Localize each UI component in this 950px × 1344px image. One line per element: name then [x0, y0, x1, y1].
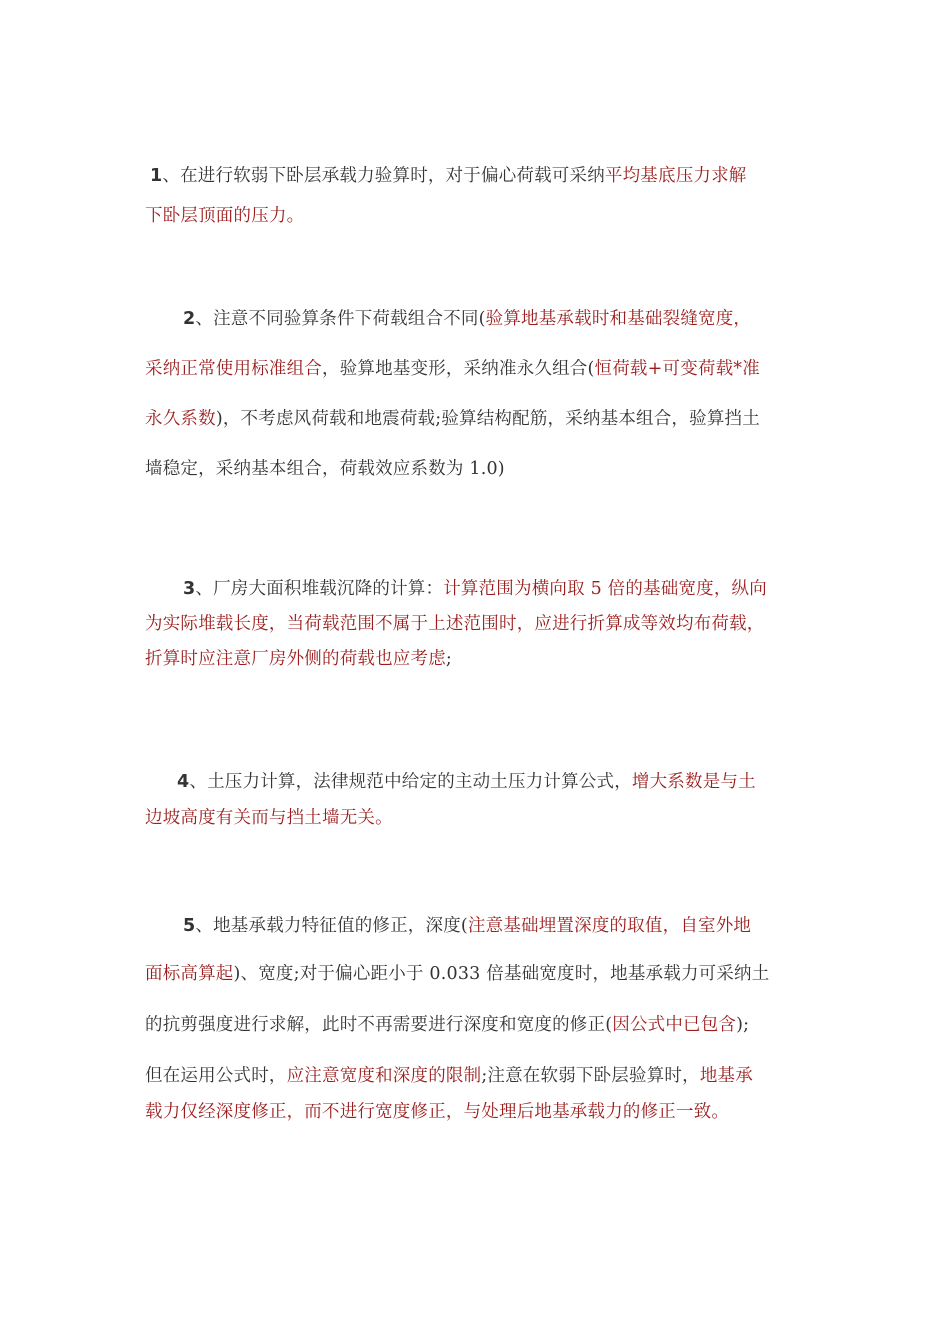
highlight-run: 地基承	[699, 1066, 753, 1086]
text-run: ，验算地基变形，采纳准永久组合(	[322, 359, 595, 379]
text-run: 、注意不同验算条件下荷载组合不同(	[195, 309, 486, 329]
para-2-line-4	[145, 455, 505, 480]
highlight-run: 面标高算起	[145, 964, 234, 984]
text-run: 、土压力计算，法律规范中给定的主动土压力计算公式，	[189, 772, 632, 792]
para-5-line-2	[145, 960, 769, 985]
text-run: ;	[445, 649, 453, 669]
para-5-line-3	[145, 1011, 749, 1036]
text-run: 墙稳定，采纳基本组合，荷载效应系数为 1.0)	[145, 459, 505, 479]
highlight-run: 因公式中已包含	[612, 1015, 737, 1035]
highlight-run: 验算地基承载时和基础裂缝宽度，	[485, 309, 752, 329]
highlight-run: 永久系数	[145, 409, 216, 429]
para-5-line-5	[145, 1098, 729, 1123]
para-5-line-4	[145, 1062, 753, 1087]
item-number: 1	[150, 166, 163, 186]
text-run: 的抗剪强度进行求解，此时不再需要进行深度和宽度的修正(	[145, 1015, 613, 1035]
highlight-run: 折算时应注意厂房外侧的荷载也应考虑	[145, 649, 446, 669]
highlight-run: 注意基础埋置深度的取值，自室外地	[467, 916, 752, 936]
highlight-run: 计算范围为横向取 5 倍的基础宽度，纵向	[443, 579, 767, 599]
para-1-line-2	[145, 202, 304, 227]
item-number: 3	[183, 579, 196, 599]
text-run: )、宽度;对于偏心距小于 0.033 倍基础宽度时，地基承载力可采纳土	[233, 964, 770, 984]
item-number: 2	[183, 309, 196, 329]
highlight-run: 增大系数是与土	[631, 772, 756, 792]
highlight-run: 边坡高度有关而与挡土墙无关。	[145, 808, 393, 828]
text-run: );	[736, 1015, 750, 1035]
para-2-line-2	[145, 355, 760, 380]
highlight-run: 应注意宽度和深度的限制	[286, 1066, 482, 1086]
highlight-run: 采纳正常使用标准组合	[145, 359, 322, 379]
para-2-line-3	[145, 405, 760, 430]
highlight-run: 下卧层顶面的压力。	[145, 206, 305, 226]
para-3-line-2	[145, 610, 765, 635]
text-run: 、厂房大面积堆载沉降的计算：	[195, 579, 444, 599]
para-2-line-1	[183, 305, 751, 330]
text-run: ;注意在软弱下卧层验算时，	[481, 1066, 700, 1086]
highlight-run: 载力仅经深度修正，而不进行宽度修正，与处理后地基承载力的修正一致。	[145, 1102, 730, 1122]
highlight-run: 恒荷载+可变荷载*准	[594, 359, 760, 379]
para-1-line-1	[150, 162, 747, 187]
highlight-run: 平均基底压力求解	[604, 166, 747, 186]
para-3-line-3	[145, 645, 452, 670]
text-run: 、在进行软弱下卧层承载力验算时，对于偏心荷载可采纳	[162, 166, 605, 186]
text-run: 但在运用公式时，	[145, 1066, 287, 1086]
item-number: 5	[183, 916, 196, 936]
para-4-line-1	[177, 768, 756, 793]
highlight-run: 为实际堆载长度，当荷载范围不属于上述范围时，应进行折算成等效均布荷载，	[145, 614, 765, 634]
para-3-line-1	[183, 575, 767, 600]
item-number: 4	[177, 772, 190, 792]
text-run: 、地基承载力特征值的修正，深度(	[195, 916, 468, 936]
para-5-line-1	[183, 912, 751, 937]
para-4-line-2	[145, 804, 393, 829]
text-run: )，不考虑风荷载和地震荷载;验算结构配筋，采纳基本组合，验算挡土	[215, 409, 760, 429]
